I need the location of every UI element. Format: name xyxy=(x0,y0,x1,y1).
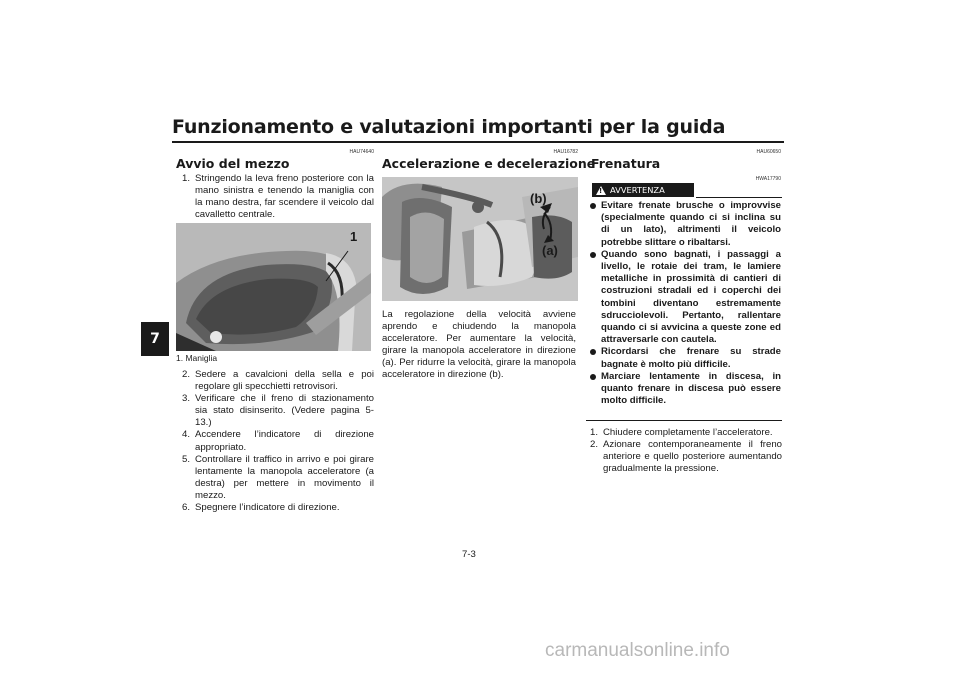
warning-label xyxy=(592,183,694,197)
list-item xyxy=(588,200,781,249)
scooter-seat-figure xyxy=(176,223,371,351)
direction-label-a: (a) xyxy=(542,243,558,258)
bullet-icon xyxy=(590,203,596,209)
step-number: 5. xyxy=(182,453,191,465)
step-number: 2. xyxy=(590,439,599,451)
step-text: Stringendo la leva freno posteriore con la mano sinistra e tenendo la maniglia con la mano destra, far scendere il veicolo dal cavalletto centrale. xyxy=(195,173,374,221)
scooter-seat-illustration xyxy=(176,223,371,351)
start-steps-first xyxy=(178,173,374,221)
warning-triangle-icon: ! xyxy=(596,186,606,195)
warning-rule xyxy=(696,197,782,198)
list-item xyxy=(178,429,374,453)
bullet-icon xyxy=(590,349,596,355)
step-text: Verificare che il freno di stazionamento sia stato disinserito. (Vedere pagina 5-13.) xyxy=(195,393,374,429)
list-item xyxy=(178,369,374,393)
reference-code: HAU16782 xyxy=(553,149,578,155)
start-steps xyxy=(178,369,374,514)
reference-code: HAU60650 xyxy=(756,149,781,155)
list-item xyxy=(588,346,781,370)
section-heading-avvio: Avvio del mezzo xyxy=(176,156,290,171)
step-text: Spegnere l’indicatore di direzione. xyxy=(195,502,340,514)
figure-caption: 1. Maniglia xyxy=(176,353,218,363)
step-text: Chiudere completamente l’acceleratore. xyxy=(603,427,773,438)
step-text: Azionare contemporaneamente il freno anteriore e quello posteriore aumentando gradualmente la pressione. xyxy=(603,439,782,475)
warning-text: Marciare lentamente in discesa, in quanto frenare in discesa può essere molto difficile. xyxy=(601,370,781,407)
step-number: 2. xyxy=(182,369,191,380)
direction-label-b: (b) xyxy=(530,191,547,206)
list-item xyxy=(178,393,374,429)
section-heading-frenatura: Frenatura xyxy=(591,156,661,171)
step-text: Sedere a cavalcioni della sella e poi regolare gli specchietti retrovisori. xyxy=(195,369,374,393)
figure-callout: 1 xyxy=(350,229,358,244)
step-number: 1. xyxy=(182,173,191,184)
step-number: 6. xyxy=(182,502,191,514)
throttle-illustration xyxy=(382,177,578,301)
list-item xyxy=(588,371,781,408)
throttle-figure xyxy=(382,177,578,301)
reference-code: HAU74640 xyxy=(349,149,374,155)
step-text: Controllare il traffico in arrivo e poi girare lentamente la manopola acceleratore (a destra) per mettere in movimento il mezzo. xyxy=(195,453,374,501)
bullet-icon xyxy=(590,374,596,380)
warning-end-rule xyxy=(586,420,782,421)
warning-text: Quando sono bagnati, i passaggi a livello, le rotaie dei tram, le lamiere metalliche in prossimità di cantieri di costruzioni stradali ed i coperchi dei tombini diventano estremamente sdrucciolevoli. Pertanto, rallentare quando ci si avvicina a queste zone ed attraversarle con cautela. xyxy=(601,248,781,346)
warning-text: Ricordarsi che frenare su strade bagnate è molto più difficile. xyxy=(601,346,781,370)
list-item xyxy=(586,439,782,475)
step-number: 1. xyxy=(590,427,599,438)
section-heading-accelerazione: Accelerazione e decelerazione xyxy=(382,156,596,171)
list-item xyxy=(178,173,374,221)
page-title: Funzionamento e valutazioni importanti per la guida xyxy=(172,116,726,138)
list-item xyxy=(588,249,781,347)
step-text: Accendere l’indicatore di direzione appropriato. xyxy=(195,429,374,453)
list-item xyxy=(178,502,374,514)
accelerazione-paragraph: La regolazione della velocità avviene aprendo e chiudendo la manopola acceleratore. Per aumentare la velocità, girare la manopola acceleratore in direzione (a). Per ridurre la velocità, girare la manopola acceleratore in direzione (b). xyxy=(382,309,576,381)
chapter-tab: 7 xyxy=(141,322,169,356)
warning-reference-code: HWA17790 xyxy=(755,176,781,182)
title-rule xyxy=(172,141,784,143)
step-number: 4. xyxy=(182,429,191,441)
bullet-icon xyxy=(590,252,596,258)
list-item xyxy=(586,427,782,439)
braking-steps xyxy=(586,427,782,475)
step-number: 3. xyxy=(182,393,191,405)
warning-text: Evitare frenate brusche o improvvise (specialmente quando ci si inclina su di un lato), altrimenti il veicolo potrebbe slittare o ribaltarsi. xyxy=(601,200,781,248)
warning-list xyxy=(588,200,781,407)
page-number: 7-3 xyxy=(462,549,476,560)
warning-label-text: AVVERTENZA xyxy=(610,185,665,195)
list-item xyxy=(178,454,374,502)
watermark: carmanualsonline.info xyxy=(545,640,730,661)
